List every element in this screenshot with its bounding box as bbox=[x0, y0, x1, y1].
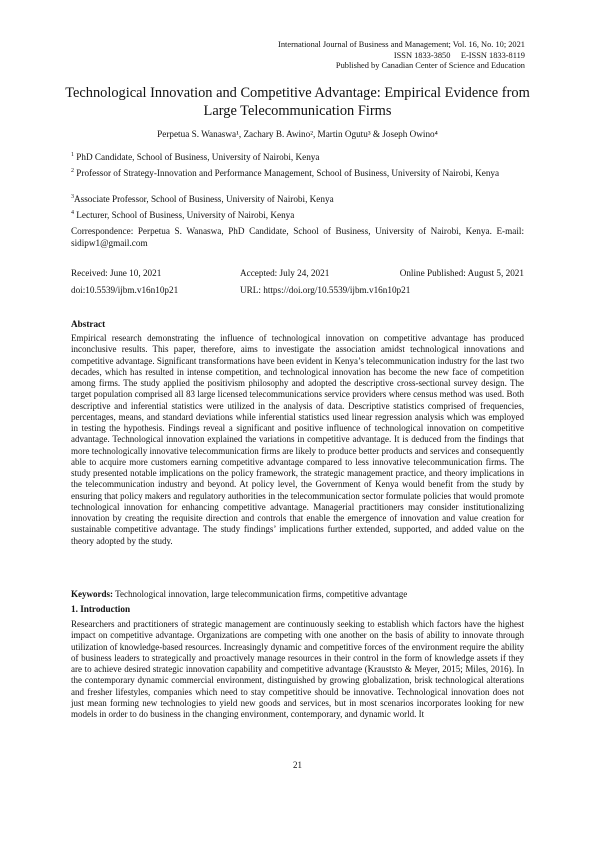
affiliation-text: PhD Candidate, School of Business, University of Nairobi, Kenya bbox=[76, 152, 320, 162]
affiliation-text: Lecturer, School of Business, University of Nairobi, Kenya bbox=[76, 210, 295, 220]
affiliation-sup: 2 bbox=[71, 167, 74, 174]
affiliation-3 bbox=[71, 193, 524, 205]
keywords bbox=[71, 589, 524, 599]
publisher-line: Published by Canadian Center of Science and Education bbox=[335, 61, 525, 71]
affiliation-1 bbox=[71, 151, 524, 163]
publication-dates bbox=[71, 268, 524, 280]
affiliation-sup: 1 bbox=[71, 151, 74, 158]
affiliation-text: Associate Professor, School of Business, University of Nairobi, Kenya bbox=[74, 194, 334, 204]
page-number: 21 bbox=[293, 760, 302, 770]
author-list: Perpetua S. Wanaswa¹, Zachary B. Awino², Martin Ogutu³ & Joseph Owino⁴ bbox=[157, 129, 438, 139]
affiliation-sup: 3 bbox=[71, 193, 74, 200]
received-date: Received: June 10, 2021 bbox=[71, 268, 162, 278]
accepted-date: Accepted: July 24, 2021 bbox=[240, 268, 330, 278]
journal-line: International Journal of Business and Management; Vol. 16, No. 10; 2021 bbox=[278, 40, 525, 49]
affiliation-sup: 4 bbox=[71, 209, 74, 216]
keywords-text: Technological innovation, large telecommunication firms, competitive advantage bbox=[115, 589, 408, 599]
affiliation-2 bbox=[71, 167, 524, 179]
journal-header bbox=[278, 40, 525, 72]
affiliation-4 bbox=[71, 209, 524, 221]
article-identifiers bbox=[71, 285, 524, 297]
keywords-label: Keywords: bbox=[71, 589, 113, 599]
introduction-heading: 1. Introduction bbox=[71, 604, 131, 614]
doi-link[interactable]: doi:10.5539/ijbm.v16n10p21 bbox=[71, 285, 179, 295]
published-date: Online Published: August 5, 2021 bbox=[399, 268, 524, 278]
issn-line: ISSN 1833-3850 E-ISSN 1833-8119 bbox=[393, 50, 525, 60]
paper-title: Technological Innovation and Competitive Advantage: Empirical Evidence from Large Telecommunication Firms bbox=[65, 85, 530, 119]
affiliation-text: Professor of Strategy-Innovation and Performance Management, School of Business, University of Nairobi, Kenya bbox=[76, 168, 500, 178]
url-link[interactable]: URL: https://doi.org/10.5539/ijbm.v16n10p21 bbox=[240, 285, 411, 295]
correspondence: Correspondence: Perpetua S. Wanaswa, PhD Candidate, School of Business, University of Nairobi, Kenya. E-mail: sidipw1@gmail.com bbox=[71, 226, 524, 249]
abstract-text: Empirical research demonstrating the influence of technological innovation on competitive advantage has produced inconclusive results. This paper, therefore, aims to investigate the association amidst technological innovations and competitive advantage. Significant transformations have been evident in Kenya’s telecommunication industry for the last two decades, which has resulted in intense competition, and technological innovation has become the new face of competition among firms. The study applied the positivism philosophy and adopted the descriptive cross-sectional survey design. The target population comprised all 83 large licensed telecommunications service providers where census method was used. Both descriptive and inferential statistics were utilized in the analysis of data. Descriptive statistics comprised of frequencies, percentages, means, and standard deviations while inferential statistics used linear regression analysis which was employed in testing the hypothesis. Findings reveal a significant and positive influence of technological innovation on competitive advantage. Technological innovation explained the variations in competitive advantage. It is deduced from the findings that more technologically innovative telecommunication firms are likely to produce better products and services and consequently able to acquire more customers earning competitive advantage compared to less innovative telecommunication firms. The study presented notable implications on the policy framework, the strategic management practice, and theory implications in the telecommunication industry and beyond. At policy level, the Government of Kenya would benefit from the study by ensuring that policy makers and regulatory authorities in the telecommunication sector formulate policies that would promote technological innovation for enhancing competitive advantage. Managerial practitioners may consider institutionalizing innovation by creating the requisite direction and controls that enable the emergence of innovation and value creation for sustainable competitive advantage. The study findings’ implications further extended, supported, and added value on the theory adopted by the study. bbox=[71, 333, 524, 546]
abstract-heading: Abstract bbox=[71, 319, 106, 329]
introduction-text: Researchers and practitioners of strategic management are continuously seeking to establish which factors have the highest impact on competitive advantage. Organizations are competing with one another on the basis of ability to innovate through utilization of knowledge-based resources. Increasingly dynamic and competitive forces of the environment require the ability of business leaders to strategically and proactively manage resources in their control in the form of knowledge assets if they are to achieve desired strategic innovation capability and competitive advantage (Krauststo & Meyer, 2015; Miles, 2016). In the contemporary dynamic commercial environment, distinguished by growing globalization, brisk technological alterations and fresher lifestyles, companies which need to stay competitive should be innovative. Technological innovation does not just mean forming new technologies to yield new goods and services, but in most scenarios incorporates looking for new models in order to do business in the changing environment, contemporary, and dynamic world. It bbox=[71, 619, 524, 719]
